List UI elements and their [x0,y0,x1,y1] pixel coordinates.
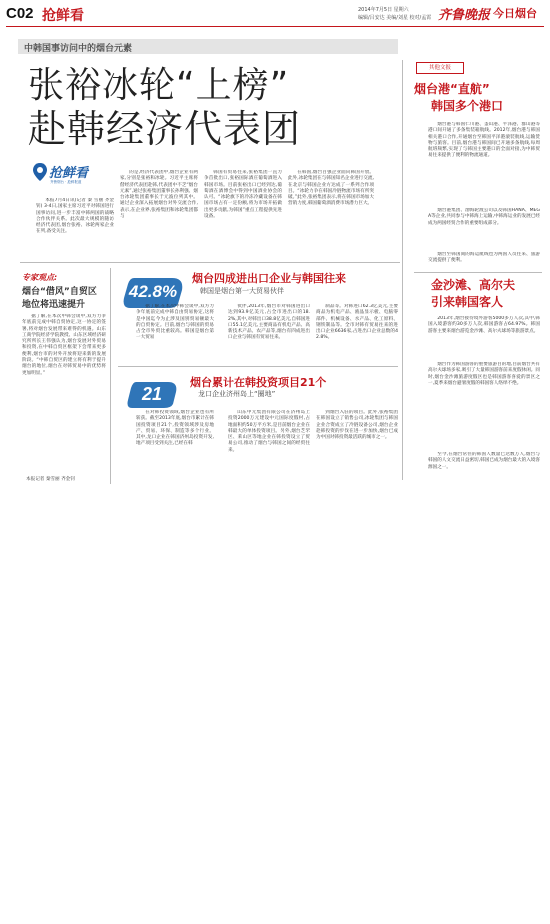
expert-title-2: 地位将迅速提升 [22,300,86,310]
date-line: 2014年7月5日 星期六 [358,7,409,13]
sidebar-headline-3: 金沙滩、高尔夫 [431,278,516,292]
story3-badge [124,380,180,410]
story3-badge-value: 21 [141,384,163,404]
sidebar-body-1: 烟台港与韩国仁川港、釜山港、平泽港、群山港等港口间开通了多条集装箱航线。2012年,烟台港与韩国相关港口合作,开通烟台至韩国平泽港滚装航线,运输货物与旅客。目前,烟台港与韩国间已开通多条航线,每周航班频繁,实现了与韩国主要港口的全面对接,为中韩贸易往来提供了便利的物流通道。 [428,122,540,159]
banner-label: 中韩国事访问中的烟台元素 [24,44,133,54]
main-story-col3: 韩国有贸易往来,张裕集团一直力争首批出口,张裕国际酒庄葡萄酒进入韩国市场。目前张裕出口已经到达,葡萄酒在酒博会中得到中国酒业协会的认可。“冰轮旗下的冷冻冷藏设备在韩国市场占有一定份额,将为市场开拓做出更多贡献,为韩国”重点工程提供先进设备。 [204,170,282,220]
expert-divider [110,268,111,484]
main-bottom-rule [20,262,400,263]
sidebar-rule [414,272,542,273]
sidebar-body-4: 2013年,烟台接待境外游客5000多万人次,其中,韩国入境游客约30多万人次,韩国游客占64.97%。韩国游客主要来烟台游览金沙滩、高尔夫球场等旅游景点。 [428,316,540,334]
section-name: 抢鲜看 [42,8,84,24]
topic-banner [18,39,398,54]
story2-headline: 烟台四成进出口企业与韩国往来 [192,272,346,285]
header-rule [6,26,544,27]
story2-col2: 伙伴,2013年,烟台市对韩国进出口达到93.9亿美元,占全市进出口的18.2%,其中,对韩出口38.8亿美元,自韩国进口55.1亿美元,主要商品有机电产品、高新技术产品、农产品等,烟台有四成进出口企业与韩国有贸易往来。 [228,304,310,341]
story3-headline: 烟台累计在韩投资项目21个 [190,376,327,389]
logo-text: 抢鲜看 [49,166,89,181]
sidebar-headline-1: 烟台港“直航” [414,82,490,96]
location-pin-icon [32,162,48,182]
main-story-col2: 的是,经济代表团中,烟台企业有两家,分别是张裕和冰轮。习近平主席将偕经济代表团赴韩,代表团中不乏“烟台元素”,通过张裕集团董事长孙利强、烟台冰轮集团董事长于元波位列其中。通过企业深入拓展烟台对外交流合作,表示,在企业界,张裕集团和冰轮集团都与 [120,170,198,220]
story3-col3: 到烟台入驻的项目。此外,张裕集团在韩国设立了销售公司,冰轮集团与韩国企业合资成立了冷链设备公司,烟台企业赴韩投资的步伐在进一步加快,烟台已成为中国对韩投资最活跃的城市之一。 [316,410,398,441]
sidebar-body-2: 烟台港集团、渤海轮渡公司以及韩国HANA、MEGA等企业,共同参与中韩海上运输,中韩海运业的发展已经成为两国经贸合作的重要组成部分。 [428,208,540,226]
story2-col3: 制品等。对韩进口62.3亿美元,主要商品为机电产品、液晶显示板、电脑零部件、机械设备、水产品、化工原料、钢铁制品等。全市对韩有贸易往来的进出口企业6636家,占进出口企业总数的42.8%。 [316,304,398,341]
main-story-col1: 本报7月4日讯(记者 秦 雪丽 齐金钊) 3-4日,国家主席习近平对韩国进行国事访问,进一步丰富中韩两国的战略合作伙伴关系。此次最大规模的随访经济代表团,烟台张裕、冰轮两家企业在列,备受关注。 [36,198,114,235]
edition-name: 今日烟台 [493,7,537,20]
main-headline-line1: 张裕冰轮“上榜” [28,65,290,106]
story3-subhead: 龙口企业济州岛上“圈地” [198,390,276,398]
page-number: C02 [6,5,34,22]
main-story-col4: 在韩国,烟台百强企业面向韩国开放。此外,冰轮集团在与韩国知名企业进行交流,在北京与韩国企业方达成了一系列合作项目。“冰轮力争在韩国冷链物流市场有所突破。”此外,张裕集团表示,将在韩国市场加大营销力度,韩国葡萄酒消费市场潜力巨大。 [288,170,374,207]
sidebar-tag [416,62,464,74]
expert-body: 据了解,在本次中韩会谈中,双方力争年底前完成中韩自贸协定,这一协定的签署,将对烟台发展带来难得的机遇。山东工商学院经济学院教授、山东区域经济研究所所长王伟强认为,烟台发展对外贸易和投资,在中韩自贸区框架下会带来更多便利,烟台市的对外开放将迎来新的发展阶段。“中韩自贸区的建立将有利于提升烟台的地位,烟台在对韩贸易中的优势将更加明显。” [22,314,106,376]
expert-label: 专家观点: [22,273,58,282]
paper-name-logo: 齐鲁晚报 [438,8,491,23]
logo-subtext: 齐鲁烟台 · 抢鲜报道 [50,180,82,184]
main-headline-line2: 赴韩经济代表团 [28,107,302,151]
sidebar-tag-label: 其他文报 [428,65,451,71]
sidebar-body-3: 烟台至韩国间的海运航线也为两国人员往来、旅游交流提供了便利。 [428,252,540,264]
story3-col2: 山东中元集团有限公司在济州岛上投资2000万元建设中元国际度假村,占地面积约50万平方米,是目前烟台企业在韩最大的单体投资项目。另外,烟台芝罘区、莱山区等地企业在韩投资设立了贸易公司,推动了烟台与韩国之间的经贸往来。 [228,410,310,453]
story2-rule [118,366,398,367]
story2-badge-value: 42.8% [128,282,178,301]
sidebar-headline-2: 韩国多个港口 [431,99,504,113]
editor-line: 编辑/吕安达 美编/刘星 校对/孟霄 [358,15,432,21]
expert-signoff: 本报记者 秦雪丽 齐金钊 [26,477,75,482]
section-logo [30,160,102,190]
expert-title-1: 烟台“借风”自贸区 [22,287,97,297]
story3-col1: 在对韩投资领域,烟台企业也有所斩获。截至2013年底,烟台市累计在韩国投资项目21个,投资领域涉及房地产、贸易、环保、制造等多个行业。其中,龙口企业在韩国济州岛投资开发,地产项目受到关注,已经在韩 [136,410,214,447]
sidebar-body-5: 烟台作为韩国游客的重要旅游目的地,目前烟台共有高尔夫球场多家,吸引了大量韩国游客前来度假休闲。同时,烟台金沙滩旅游度假区也是韩国游客喜爱的景区之一,夏季来烟台避暑度假的韩国客人络绎不绝。 [428,362,540,386]
sidebar-headline-4: 引来韩国客人 [431,295,504,309]
sidebar-body-6: 至今,在烟台常住的韩国人数量已达数万人,烟台与韩国的人文交流日益密切,韩国已成为烟台最大的入境客源国之一。 [428,452,540,470]
sidebar-divider [402,60,403,480]
story2-subhead: 韩国是烟台第一大贸易伙伴 [200,287,284,295]
story2-col1: 据了解,在本次中韩会谈中,双方力争年底前完成中韩自由贸易协定,这将是中国迄今为止涉及国别贸易额最大的自贸协定。目前,烟台与韩国的贸易占全市外贸比重较高。韩国是烟台第一大贸易 [136,304,214,341]
